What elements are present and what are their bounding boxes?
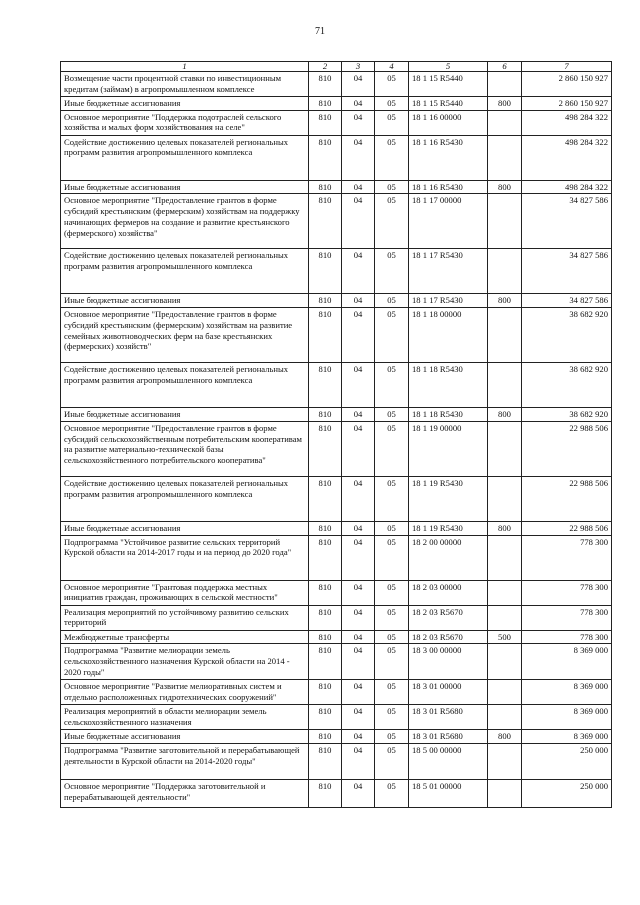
grbs-code: 810 [309,476,342,521]
grbs-code: 810 [309,521,342,535]
grbs-code: 810 [309,294,342,308]
amount: 34 827 586 [522,294,612,308]
expense-type-code: 800 [488,408,522,422]
item-name: Подпрограмма "Развитие заготовительной и перерабатывающей деятельности в Курской области на 2014-2020 годы" [61,744,309,780]
section-code: 04 [342,72,375,97]
grbs-code: 810 [309,421,342,476]
subsection-code: 05 [375,476,409,521]
grbs-code: 810 [309,744,342,780]
table-row [61,744,612,780]
amount: 498 284 322 [522,110,612,135]
expense-type-code [488,644,522,680]
table-row [61,363,612,408]
amount: 38 682 920 [522,363,612,408]
expense-type-code [488,780,522,808]
item-name: Возмещение части процентной ставки по инвестиционным кредитам (займам) в агропромышленном комплексе [61,72,309,97]
header-cell: 3 [342,62,375,72]
grbs-code: 810 [309,249,342,294]
header-cell: 5 [409,62,488,72]
grbs-code: 810 [309,580,342,605]
table-row [61,780,612,808]
grbs-code: 810 [309,135,342,180]
target-article-code: 18 1 19 00000 [409,421,488,476]
amount: 8 369 000 [522,730,612,744]
item-name: Иные бюджетные ассигнования [61,521,309,535]
grbs-code: 810 [309,680,342,705]
amount: 8 369 000 [522,705,612,730]
grbs-code: 810 [309,705,342,730]
amount: 778 300 [522,580,612,605]
table-row [61,730,612,744]
amount: 34 827 586 [522,194,612,249]
expense-type-code [488,308,522,363]
amount: 8 369 000 [522,644,612,680]
target-article-code: 18 1 16 R5430 [409,180,488,194]
table-row [61,580,612,605]
item-name: Основное мероприятие "Предоставление грантов в форме субсидий крестьянским (фермерским) хозяйствам на поддержку начинающих фермеров на создание и развитие крестьянского (фермерского) хозяйства" [61,194,309,249]
subsection-code: 05 [375,680,409,705]
table-row [61,97,612,111]
amount: 498 284 322 [522,180,612,194]
header-cell: 6 [488,62,522,72]
subsection-code: 05 [375,180,409,194]
amount: 38 682 920 [522,408,612,422]
expense-type-code: 800 [488,97,522,111]
section-code: 04 [342,705,375,730]
expense-type-code [488,476,522,521]
subsection-code: 05 [375,110,409,135]
table-row [61,180,612,194]
section-code: 04 [342,680,375,705]
target-article-code: 18 1 19 R5430 [409,521,488,535]
target-article-code: 18 3 01 R5680 [409,730,488,744]
target-article-code: 18 2 00 00000 [409,535,488,580]
table-row [61,408,612,422]
item-name: Иные бюджетные ассигнования [61,180,309,194]
grbs-code: 810 [309,644,342,680]
item-name: Реализация мероприятий по устойчивому развитию сельских территорий [61,605,309,630]
table-row [61,194,612,249]
expense-type-code [488,605,522,630]
section-code: 04 [342,180,375,194]
target-article-code: 18 2 03 00000 [409,580,488,605]
target-article-code: 18 1 16 R5430 [409,135,488,180]
item-name: Основное мероприятие "Поддержка заготовительной и перерабатывающей деятельности" [61,780,309,808]
subsection-code: 05 [375,72,409,97]
header-cell: 2 [309,62,342,72]
subsection-code: 05 [375,135,409,180]
grbs-code: 810 [309,180,342,194]
header-cell: 7 [522,62,612,72]
grbs-code: 810 [309,780,342,808]
target-article-code: 18 1 18 R5430 [409,363,488,408]
amount: 778 300 [522,535,612,580]
subsection-code: 05 [375,308,409,363]
section-code: 04 [342,421,375,476]
amount: 2 860 150 927 [522,72,612,97]
subsection-code: 05 [375,744,409,780]
target-article-code: 18 3 01 R5680 [409,705,488,730]
target-article-code: 18 5 00 00000 [409,744,488,780]
amount: 22 988 506 [522,476,612,521]
section-code: 04 [342,630,375,644]
item-name: Иные бюджетные ассигнования [61,294,309,308]
grbs-code: 810 [309,363,342,408]
item-name: Основное мероприятие "Предоставление грантов в форме субсидий крестьянским (фермерским) хозяйствам на развитие семейных животноводческих ферм на базе крестьянских (фермерских) хозяйств" [61,308,309,363]
grbs-code: 810 [309,605,342,630]
grbs-code: 810 [309,408,342,422]
table-row [61,308,612,363]
section-code: 04 [342,744,375,780]
item-name: Реализация мероприятий в области мелиорации земель сельскохозяйственного назначения [61,705,309,730]
subsection-code: 05 [375,249,409,294]
target-article-code: 18 1 17 00000 [409,194,488,249]
target-article-code: 18 2 03 R5670 [409,605,488,630]
amount: 8 369 000 [522,680,612,705]
section-code: 04 [342,363,375,408]
target-article-code: 18 1 19 R5430 [409,476,488,521]
expense-type-code: 800 [488,730,522,744]
target-article-code: 18 2 03 R5670 [409,630,488,644]
target-article-code: 18 5 01 00000 [409,780,488,808]
table-row [61,421,612,476]
expense-type-code [488,363,522,408]
item-name: Основное мероприятие "Грантовая поддержка местных инициатив граждан, проживающих в сельской местности" [61,580,309,605]
subsection-code: 05 [375,644,409,680]
section-code: 04 [342,135,375,180]
expense-type-code [488,680,522,705]
subsection-code: 05 [375,630,409,644]
section-code: 04 [342,521,375,535]
amount: 38 682 920 [522,308,612,363]
table-row [61,110,612,135]
subsection-code: 05 [375,421,409,476]
subsection-code: 05 [375,730,409,744]
header-row [61,62,612,72]
item-name: Подпрограмма "Развитие мелиорации земель сельскохозяйственного назначения Курской области на 2014 - 2020 годы" [61,644,309,680]
expense-type-code [488,194,522,249]
section-code: 04 [342,294,375,308]
subsection-code: 05 [375,521,409,535]
target-article-code: 18 1 17 R5430 [409,294,488,308]
budget-table [60,61,612,808]
target-article-code: 18 1 18 R5430 [409,408,488,422]
expense-type-code [488,135,522,180]
table-row [61,680,612,705]
table-row [61,705,612,730]
section-code: 04 [342,408,375,422]
section-code: 04 [342,580,375,605]
grbs-code: 810 [309,630,342,644]
expense-type-code [488,110,522,135]
section-code: 04 [342,110,375,135]
grbs-code: 810 [309,308,342,363]
item-name: Содействие достижению целевых показателей региональных программ развития агропромышленного комплекса [61,363,309,408]
item-name: Основное мероприятие "Развитие мелиоративных систем и отдельно расположенных гидротехнических сооружений" [61,680,309,705]
amount: 498 284 322 [522,135,612,180]
subsection-code: 05 [375,535,409,580]
subsection-code: 05 [375,605,409,630]
subsection-code: 05 [375,780,409,808]
table-row [61,135,612,180]
table-row [61,294,612,308]
grbs-code: 810 [309,535,342,580]
grbs-code: 810 [309,194,342,249]
expense-type-code [488,744,522,780]
page-number: 71 [315,26,325,37]
expense-type-code: 800 [488,180,522,194]
grbs-code: 810 [309,72,342,97]
section-code: 04 [342,308,375,363]
expense-type-code: 500 [488,630,522,644]
subsection-code: 05 [375,408,409,422]
section-code: 04 [342,535,375,580]
subsection-code: 05 [375,194,409,249]
amount: 778 300 [522,630,612,644]
amount: 22 988 506 [522,521,612,535]
item-name: Подпрограмма "Устойчивое развитие сельских территорий Курской области на 2014-2017 годы и на период до 2020 года" [61,535,309,580]
grbs-code: 810 [309,730,342,744]
amount: 34 827 586 [522,249,612,294]
item-name: Основное мероприятие "Поддержка подотраслей сельского хозяйства и малых форм хозяйствования на селе" [61,110,309,135]
target-article-code: 18 3 00 00000 [409,644,488,680]
item-name: Иные бюджетные ассигнования [61,408,309,422]
item-name: Межбюджетные трансферты [61,630,309,644]
expense-type-code [488,72,522,97]
amount: 2 860 150 927 [522,97,612,111]
subsection-code: 05 [375,580,409,605]
target-article-code: 18 1 15 R5440 [409,97,488,111]
header-cell: 1 [61,62,309,72]
subsection-code: 05 [375,294,409,308]
amount: 250 000 [522,744,612,780]
grbs-code: 810 [309,97,342,111]
subsection-code: 05 [375,705,409,730]
target-article-code: 18 3 01 00000 [409,680,488,705]
expense-type-code [488,580,522,605]
expense-type-code: 800 [488,294,522,308]
section-code: 04 [342,780,375,808]
expense-type-code [488,421,522,476]
target-article-code: 18 1 17 R5430 [409,249,488,294]
amount: 22 988 506 [522,421,612,476]
section-code: 04 [342,249,375,294]
table-row [61,630,612,644]
item-name: Содействие достижению целевых показателей региональных программ развития агропромышленного комплекса [61,476,309,521]
table-row [61,521,612,535]
expense-type-code [488,249,522,294]
amount: 250 000 [522,780,612,808]
grbs-code: 810 [309,110,342,135]
target-article-code: 18 1 16 00000 [409,110,488,135]
section-code: 04 [342,644,375,680]
section-code: 04 [342,97,375,111]
table-row [61,249,612,294]
item-name: Содействие достижению целевых показателей региональных программ развития агропромышленного комплекса [61,135,309,180]
amount: 778 300 [522,605,612,630]
expense-type-code: 800 [488,521,522,535]
table-row [61,644,612,680]
subsection-code: 05 [375,363,409,408]
item-name: Иные бюджетные ассигнования [61,97,309,111]
subsection-code: 05 [375,97,409,111]
item-name: Иные бюджетные ассигнования [61,730,309,744]
table-row [61,476,612,521]
item-name: Основное мероприятие "Предоставление грантов в форме субсидий сельскохозяйственным потребительским кооперативам на развитие материально-технической базы сельскохозяйственного потребительского кооператива" [61,421,309,476]
expense-type-code [488,705,522,730]
section-code: 04 [342,194,375,249]
item-name: Содействие достижению целевых показателей региональных программ развития агропромышленного комплекса [61,249,309,294]
table-row [61,535,612,580]
table-row [61,72,612,97]
table-row [61,605,612,630]
expense-type-code [488,535,522,580]
section-code: 04 [342,605,375,630]
header-cell: 4 [375,62,409,72]
section-code: 04 [342,476,375,521]
target-article-code: 18 1 15 R5440 [409,72,488,97]
target-article-code: 18 1 18 00000 [409,308,488,363]
section-code: 04 [342,730,375,744]
